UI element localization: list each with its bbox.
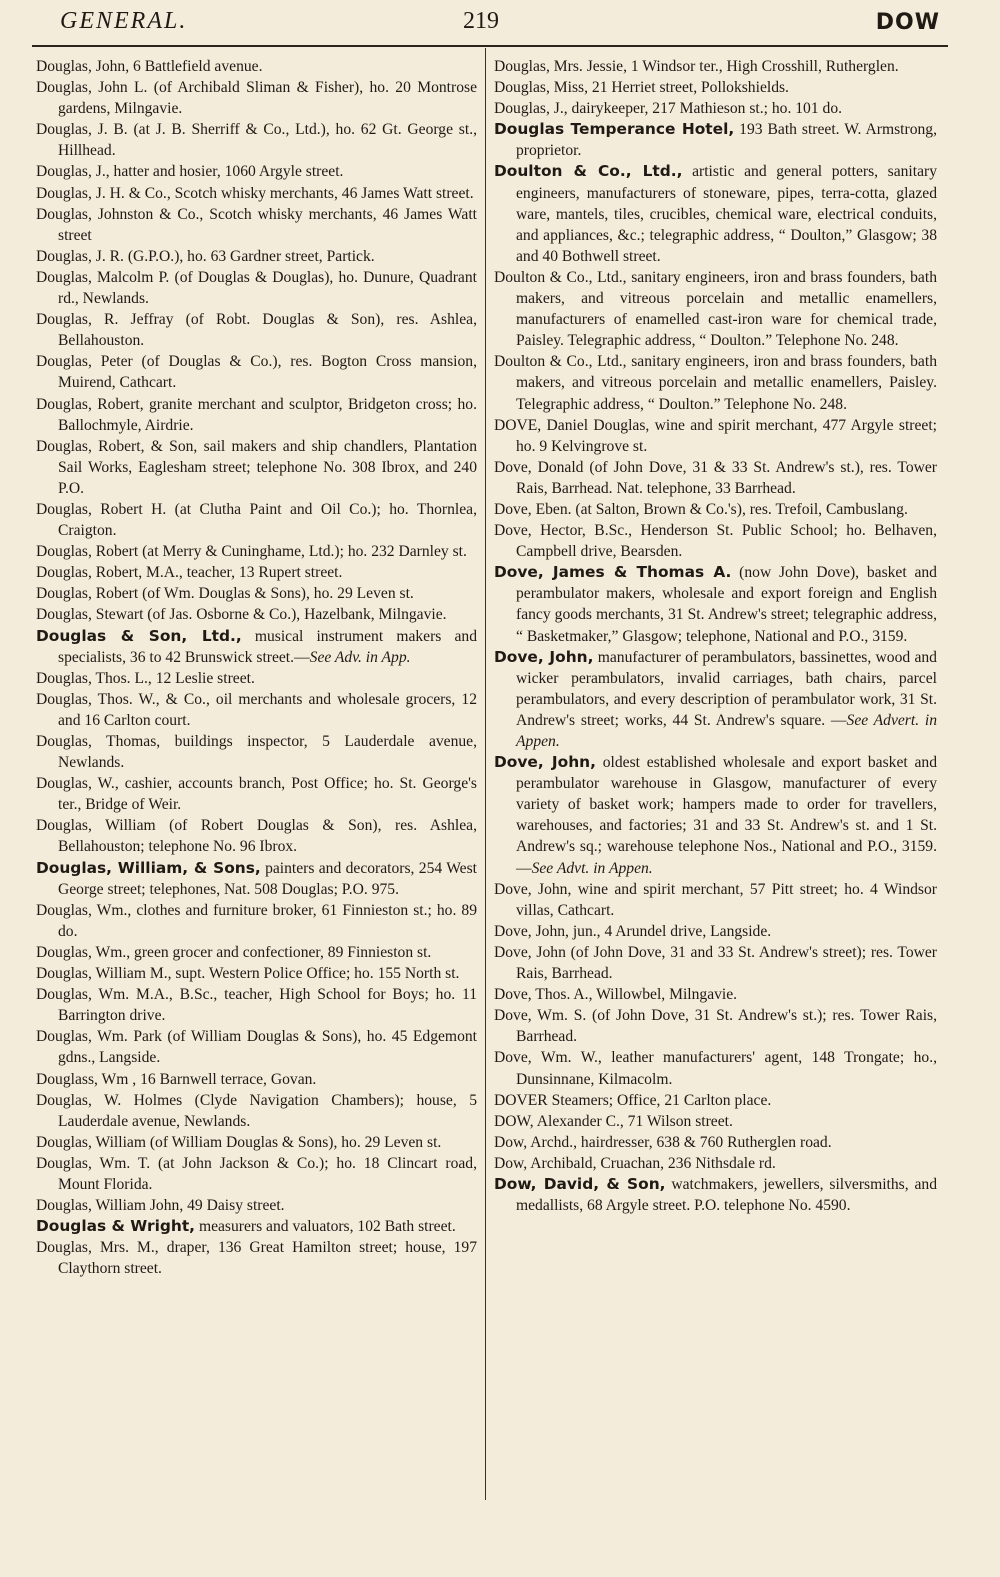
entry-text: Dove, John, jun., 4 Arundel drive, Langside. [494,922,772,940]
column-divider [485,48,486,1500]
directory-entry [36,858,477,900]
entry-italic-reference: See Advert. in Appen. [516,711,937,750]
entry-italic-reference: See Advt. in Appen. [531,859,653,877]
entry-text: Dove, John, wine and spirit merchant, 57 Pitt street; ho. 4 Windsor villas, Cathcart. [494,880,937,919]
entry-text: musical instrument makers and specialists, 36 to 42 Brunswick street.— [58,627,477,666]
directory-entry [494,647,937,752]
directory-entry [494,56,937,77]
entry-text: Douglas, William (of Robert Douglas & Son), res. Ashlea, Bellahouston; telephone No. 96 Ibrox. [36,817,477,856]
entry-text: Douglas, Wm. T. (at John Jackson & Co.); ho. 18 Clincart road, Mount Florida. [36,1154,477,1193]
section-header: GENERAL. [60,8,188,34]
directory-entry [494,1174,937,1216]
directory-entry [36,309,477,351]
entry-text: Douglas, J., hatter and hosier, 1060 Argyle street. [36,163,344,181]
entry-text: Douglas, Robert (of Wm. Douglas & Sons), ho. 29 Leven st. [36,585,414,603]
entry-text: Douglas, John, 6 Battlefield avenue. [36,58,263,75]
entry-text: Dove, Hector, B.Sc., Henderson St. Public School; ho. Belhaven, Campbell drive, Bearsden. [494,522,937,561]
entry-text: DOVER Steamers; Office, 21 Carlton place. [494,1091,772,1109]
entry-text: Dove, Wm. W., leather manufacturers' agent, 148 Trongate; ho., Dunsinnane, Kilmacolm. [494,1049,937,1088]
entry-text: manufacturer of perambulators, bassinettes, wood and wicker perambulators, invalid carriages, bath chairs, parcel perambulators, and every description of perambulator work, 31 St. Andrew's street; works, 44 St. Andrew's square. — [516,648,937,729]
entry-text: Dove, Thos. A., Willowbel, Milngavie. [494,986,738,1004]
directory-entry [36,541,477,562]
entry-text: Doulton & Co., Ltd., sanitary engineers, iron and brass founders, bath makers, and vitreous porcelain and metallic enamellers, manufacturers of enamelled cast-iron ware for chemical trade, Paisley. Telegraphic address, “ Doulton.” Telephone No. 248. [494,268,937,350]
directory-entry [494,77,937,98]
directory-entry [494,415,937,457]
entry-italic-reference: See Adv. in App. [309,648,411,666]
directory-entry [36,604,477,625]
directory-entry [36,1026,477,1068]
directory-entry [36,1237,477,1279]
entry-text: Douglas, J. H. & Co., Scotch whisky merchants, 46 James Watt street. [36,184,474,202]
directory-entry [36,942,477,963]
entry-text: Douglas, Mrs. Jessie, 1 Windsor ter., High Crosshill, Rutherglen. [494,58,899,75]
entry-text: Douglas, William M., supt. Western Police Office; ho. 155 North st. [36,965,460,983]
right-column [494,56,937,1216]
entry-bold-name: Doulton & Co., Ltd., [494,162,683,181]
directory-entry [36,56,477,77]
entry-text: Douglass, Wm , 16 Barnwell terrace, Govan. [36,1070,317,1088]
entry-bold-name: Dove, James & Thomas A. [494,563,732,582]
entry-text: Douglas, Peter (of Douglas & Co.), res. Bogton Cross mansion, Muirend, Cathcart. [36,353,477,392]
entry-text: Douglas, Robert, M.A., teacher, 13 Rupert street. [36,564,343,582]
directory-entry [494,98,937,119]
entry-text: artistic and general potters, sanitary engineers, manufacturers of stoneware, pipes, terra-cotta, glazed ware, mantels, tiles, crucibles, chemical ware, electrical conduits, and appliances, &c.; telegraphic address, “ Doulton,” Glasgow; 38 and 40 Bothwell street. [516,163,938,265]
directory-entry [36,626,477,668]
entry-bold-name: Dove, John, [494,753,596,772]
directory-entry [36,394,477,436]
entry-text: 193 Bath street. W. Armstrong, proprietor. [516,121,937,160]
entry-text: Douglas, Thos. L., 12 Leslie street. [36,669,255,687]
header-rule [32,45,948,47]
directory-entry [36,815,477,857]
directory-entry [36,119,477,161]
entry-text: Douglas, William (of William Douglas & Sons), ho. 29 Leven st. [36,1133,442,1151]
directory-entry [36,689,477,731]
directory-entry [494,351,937,414]
entry-text: Douglas, J. B. (at J. B. Sherriff & Co., Ltd.), ho. 62 Gt. George st., Hillhead. [36,121,477,160]
entry-text: Douglas, Robert, & Son, sail makers and ship chandlers, Plantation Sail Works, Eaglesham street; telephone No. 308 Ibrox, and 240 P.O. [36,437,477,497]
entry-text: Dove, Wm. S. (of John Dove, 31 St. Andrew's st.); res. Tower Rais, Barrhead. [494,1007,937,1046]
entry-text: Douglas, J., dairykeeper, 217 Mathieson st.; ho. 101 do. [494,100,843,118]
directory-entry [494,1047,937,1089]
directory-entry [36,562,477,583]
left-column [36,56,477,1279]
entry-text: Douglas, W. Holmes (Clyde Navigation Chambers); house, 5 Lauderdale avenue, Newlands. [36,1091,477,1130]
entry-text: painters and decorators, 254 West George street; telephones, Nat. 508 Douglas; P.O. 975. [58,859,477,898]
directory-entry [494,879,937,921]
entry-bold-name: Dove, John, [494,647,594,666]
entry-bold-name: Douglas & Wright, [36,1217,196,1236]
page-number: 219 [463,8,499,34]
entry-text: Doulton & Co., Ltd., sanitary engineers, iron and brass founders, bath makers, and vitreous porcelain and metallic enamellers, Paisley. Telegraphic address, “ Doulton.” Telephone No. 248. [494,353,937,413]
entry-text: Douglas, Robert H. (at Clutha Paint and Oil Co.); ho. Thornlea, Craigton. [36,500,477,540]
directory-entry [494,457,937,499]
entry-text: Douglas, John L. (of Archibald Sliman & Fisher), ho. 20 Montrose gardens, Milngavie. [36,79,477,118]
directory-entry [36,984,477,1026]
directory-entry [494,119,937,161]
entry-text: Douglas, Robert, granite merchant and sculptor, Bridgeton cross; ho. Ballochmyle, Airdrie. [36,395,477,434]
entry-text: oldest established wholesale and export basket and perambulator warehouse in Glasgow, manufacturer of every variety of basket work; hampers made to order for travellers, warehouses, and factories; 31 and 33 St. Andrew's st. and 1 St. Andrew's sq.; warehouse telephone Nos., National and P.O., 3159.— [516,754,937,877]
entry-text: DOW, Alexander C., 71 Wilson street. [494,1112,733,1130]
directory-entry [36,436,477,499]
entry-text: Douglas, Robert (at Merry & Cuninghame, Ltd.); ho. 232 Darnley st. [36,543,467,561]
directory-entry [494,267,937,351]
directory-entry [36,900,477,942]
entry-text: Douglas, Johnston & Co., Scotch whisky merchants, 46 James Watt street [36,205,477,244]
directory-entry [36,1216,477,1237]
entry-bold-name: Douglas Temperance Hotel, [494,120,735,139]
entry-text: Douglas, Thos. W., & Co., oil merchants and wholesale grocers, 12 and 16 Carlton court. [36,690,477,729]
directory-entry [36,499,477,541]
directory-entry [36,246,477,267]
entry-text: Douglas, Miss, 21 Herriet street, Pollokshields. [494,79,789,97]
directory-entry [494,161,937,266]
entry-text: Douglas, R. Jeffray (of Robt. Douglas & Son), res. Ashlea, Bellahouston. [36,311,477,350]
entry-text: Dove, John (of John Dove, 31 and 33 St. Andrew's street); res. Tower Rais, Barrhead. [494,943,937,983]
directory-entry [36,351,477,393]
entry-bold-name: Douglas & Son, Ltd., [36,626,242,645]
directory-entry [494,1153,937,1174]
entry-text: (now John Dove), basket and perambulator makers, wholesale and export foreign and English fancy goods merchants, 31 St. Andrew's street; telegraphic address, “ Basketmaker,” Glasgow; telephone, National and P.O., 3159. [516,564,937,645]
directory-entry [36,77,477,119]
directory-entry [36,161,477,182]
directory-entry [36,1132,477,1153]
entry-bold-name: Dow, David, & Son, [494,1174,666,1193]
directory-entry [494,562,937,646]
directory-entry [494,1111,937,1132]
directory-entry [494,1090,937,1111]
directory-entry [36,1195,477,1216]
entry-text: Douglas, J. R. (G.P.O.), ho. 63 Gardner street, Partick. [36,247,375,265]
entry-text: DOVE, Daniel Douglas, wine and spirit merchant, 477 Argyle street; ho. 9 Kelvingrove st. [494,416,937,455]
directory-entry [494,942,937,984]
entry-text: Douglas, Mrs. M., draper, 136 Great Hamilton street; house, 197 Claythorn street. [36,1239,477,1278]
entry-text: measurers and valuators, 102 Bath street. [195,1218,456,1236]
directory-entry [494,499,937,520]
keyword-header: DOW [875,10,940,35]
directory-entry [36,668,477,689]
entry-text: Douglas, Thomas, buildings inspector, 5 Lauderdale avenue, Newlands. [36,733,477,772]
directory-entry [494,752,937,879]
directory-entry [36,1153,477,1195]
entry-text: Douglas, Wm. M.A., B.Sc., teacher, High School for Boys; ho. 11 Barrington drive. [36,986,477,1025]
entry-text: Dove, Donald (of John Dove, 31 & 33 St. Andrew's st.), res. Tower Rais, Barrhead. Nat. telephone, 33 Barrhead. [494,458,937,497]
directory-entry [36,583,477,604]
directory-entry [36,963,477,984]
entry-text: watchmakers, jewellers, silversmiths, and medallists, 68 Argyle street. P.O. telephone No. 4590. [516,1175,937,1215]
directory-entry [36,773,477,815]
entry-text: Douglas, William John, 49 Daisy street. [36,1197,285,1215]
entry-text: Dow, Archibald, Cruachan, 236 Nithsdale rd. [494,1154,776,1172]
entry-text: Douglas, Stewart (of Jas. Osborne & Co.), Hazelbank, Milngavie. [36,606,447,624]
directory-entry [36,1069,477,1090]
entry-text: Dow, Archd., hairdresser, 638 & 760 Rutherglen road. [494,1133,832,1151]
entry-text: Douglas, Wm., clothes and furniture broker, 61 Finnieston st.; ho. 89 do. [36,901,477,940]
directory-entry [494,1132,937,1153]
directory-entry [36,267,477,309]
entry-text: Douglas, W., cashier, accounts branch, Post Office; ho. St. George's ter., Bridge of Weir. [36,775,477,814]
entry-text: Douglas, Malcolm P. (of Douglas & Douglas), ho. Dunure, Quadrant rd., Newlands. [36,268,477,308]
entry-text: Douglas, Wm. Park (of William Douglas & Sons), ho. 45 Edgemont gdns., Langside. [36,1028,477,1067]
directory-entry [36,183,477,204]
directory-entry [494,520,937,562]
directory-entry [36,731,477,773]
directory-entry [36,1090,477,1132]
directory-entry [494,984,937,1005]
directory-entry [36,204,477,246]
directory-entry [494,1005,937,1047]
entry-bold-name: Douglas, William, & Sons, [36,858,261,877]
directory-entry [494,921,937,942]
entry-text: Douglas, Wm., green grocer and confectioner, 89 Finnieston st. [36,943,432,961]
entry-text: Dove, Eben. (at Salton, Brown & Co.'s), res. Trefoil, Cambuslang. [494,500,908,518]
